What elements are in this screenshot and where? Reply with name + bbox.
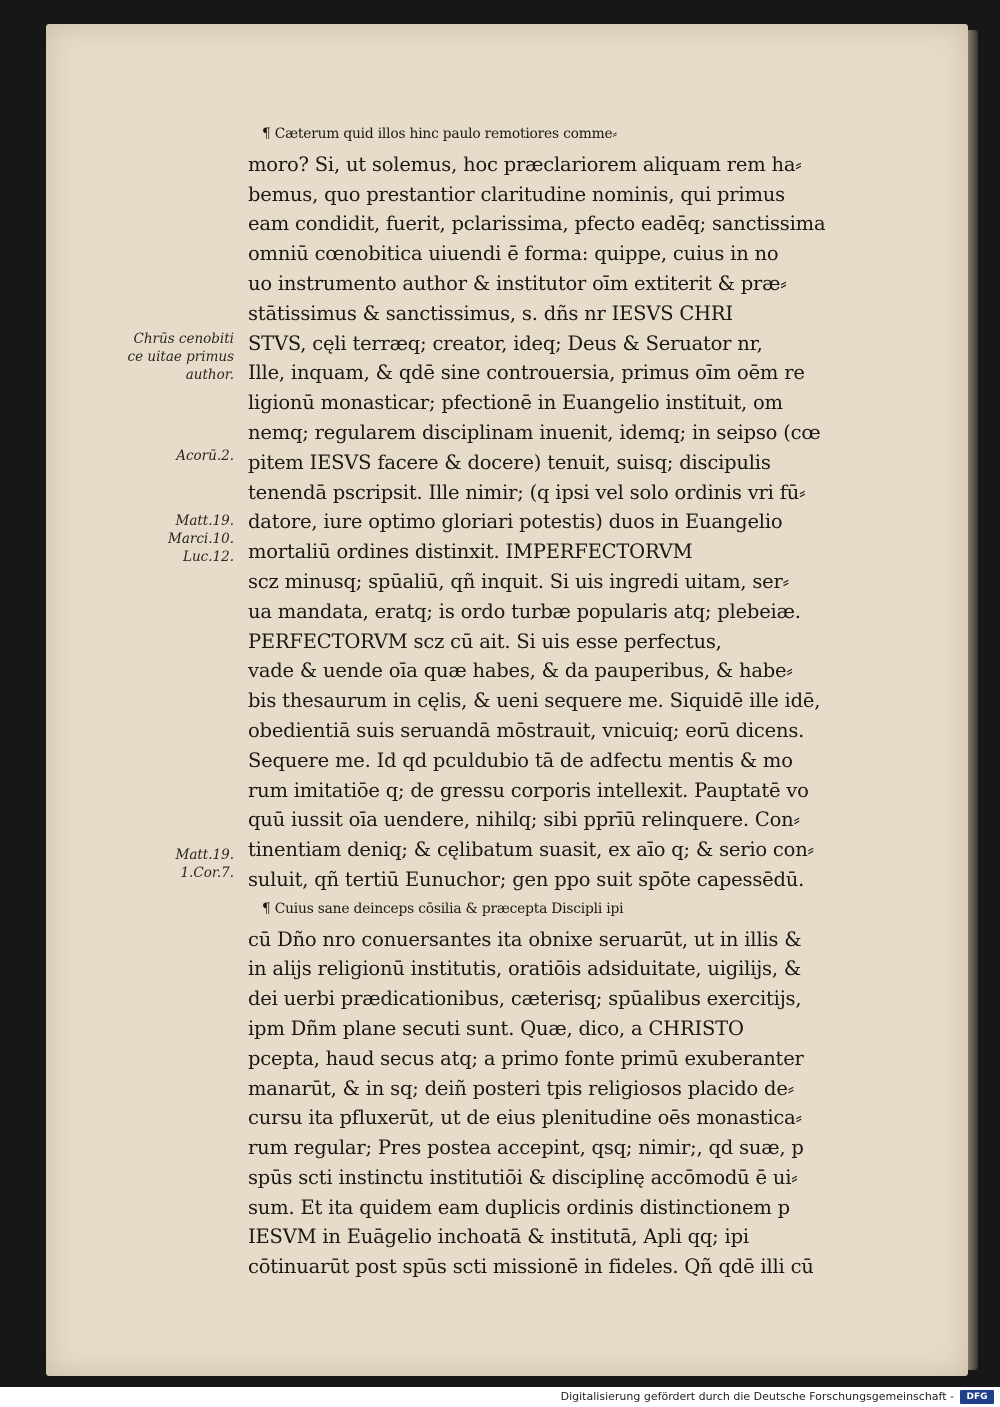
margin-note-christus xyxy=(128,330,234,384)
text-line: manarūt, & in sq; deiñ posteri tpis religiosos placido de⸗ xyxy=(248,1076,794,1100)
margin-note-line: Matt.19. xyxy=(175,847,234,863)
text-line: IESVM in Euāgelio inchoatā & institutā, Apli qq; ipi xyxy=(248,1225,749,1249)
main-text-block xyxy=(248,120,908,1282)
text-line: uo instrumento author & institutor oīm extiterit & præ⸗ xyxy=(248,271,787,295)
text-line: sum. Et ita quidem eam duplicis ordinis distinctionem p xyxy=(248,1195,790,1219)
text-line: moro? Si, ut solemus, hoc præclariorem aliquam rem ha⸗ xyxy=(248,152,802,176)
footer-bar xyxy=(0,1387,1000,1407)
margin-note-line: Chrūs cenobiti xyxy=(133,331,234,347)
text-line: STVS, cęli terræq; creator, ideq; Deus & Seruator nr, xyxy=(248,331,763,355)
margin-note-line: 1.Cor.7. xyxy=(180,865,234,881)
margin-note-actorum xyxy=(176,447,234,465)
text-line: tinentiam deniq; & cęlibatum suasit, ex aīo q; & serio con⸗ xyxy=(248,838,814,862)
text-line: ¶ Cuius sane deinceps cōsilia & præcepta Discipli ipi xyxy=(262,900,624,917)
text-line: spūs scti instinctu institutiōi & disciplinę accōmodū ē ui⸗ xyxy=(248,1165,798,1189)
margin-note-line: Matt.19. xyxy=(175,513,234,529)
footer-credit-text: Digitalisierung gefördert durch die Deutsche Forschungsgemeinschaft - xyxy=(560,1390,954,1403)
text-line: ligionū monasticar; pfectionē in Euangelio instituit, om xyxy=(248,391,783,415)
text-line: Sequere me. Id qd pculdubio tā de adfectu mentis & mo xyxy=(248,748,793,772)
text-line: rum imitatiōe q; de gressu corporis intellexit. Pauptatē vo xyxy=(248,778,809,802)
text-line: dei uerbi prædicationibus, cæterisq; spūalibus exercitijs, xyxy=(248,987,802,1011)
margin-note-line: Marci.10. xyxy=(168,531,234,547)
text-line: suluit, qñ tertiū Eunuchor; gen ppo suit spōte capessēdū. xyxy=(248,867,805,891)
text-line: nemq; regularem disciplinam inuenit, idemq; in seipso (cœ xyxy=(248,420,821,444)
text-line: cōtinuarūt post spūs scti missionē in fideles. Qñ qdē illi cū xyxy=(248,1255,814,1279)
text-line: stātissimus & sanctissimus, s. dñs nr IESVS CHRI xyxy=(248,301,733,325)
text-line: omniū cœnobitica uiuendi ē forma: quippe, cuius in no xyxy=(248,242,779,266)
text-line: PERFECTORVM scz cū ait. Si uis esse perfectus, xyxy=(248,629,722,653)
text-line: rum regular; Pres postea accepint, qsq; nimir;, qd suæ, p xyxy=(248,1136,804,1160)
margin-note-line: Luc.12. xyxy=(183,549,234,565)
text-line: eam condidit, fuerit, pclarissima, pfecto eadēq; sanctissima xyxy=(248,212,826,236)
text-line: in alijs religionū institutis, oratiōis adsiduitate, uigilijs, & xyxy=(248,957,802,981)
text-line: tenendā pscripsit. Ille nimir; (q ipsi vel solo ordinis vri fū⸗ xyxy=(248,480,806,504)
text-line: cū Dño nro conuersantes ita obnixe seruarūt, ut in illis & xyxy=(248,927,802,951)
margin-note-matt-cor xyxy=(176,846,234,882)
text-line: scz minusq; spūaliū, qñ inquit. Si uis ingredi uitam, ser⸗ xyxy=(248,569,789,593)
text-line: pcepta, haud secus atq; a primo fonte primū exuberanter xyxy=(248,1046,804,1070)
text-line: obedientiā suis seruandā mōstrauit, vnicuiq; eorū dicens. xyxy=(248,718,805,742)
margin-note-line: author. xyxy=(185,367,234,383)
text-line: cursu ita pfluxerūt, ut de eius plenitudine oēs monastica⸗ xyxy=(248,1106,802,1130)
text-line: ipm Dñm plane secuti sunt. Quæ, dico, a CHRISTO xyxy=(248,1016,744,1040)
margin-note-line: Acorū.2. xyxy=(176,448,234,464)
dfg-logo-icon: DFG xyxy=(960,1390,994,1404)
text-line: pitem IESVS facere & docere) tenuit, suisq; discipulis xyxy=(248,450,771,474)
margin-note-matt-marci-luc xyxy=(168,512,234,566)
text-line: bis thesaurum in cęlis, & ueni sequere me. Siquidē ille idē, xyxy=(248,689,821,713)
text-line: ua mandata, eratq; is ordo turbæ popularis atq; plebeiæ. xyxy=(248,599,801,623)
text-line: mortaliū ordines distinxit. IMPERFECTORVM xyxy=(248,540,693,564)
text-line: Ille, inquam, & qdē sine controuersia, primus oīm oēm re xyxy=(248,361,805,385)
margin-note-line: ce uitae primus xyxy=(127,349,234,365)
text-line: vade & uende oīa quæ habes, & da pauperibus, & habe⸗ xyxy=(248,659,793,683)
text-line: datore, iure optimo gloriari potestis) duos in Euangelio xyxy=(248,510,783,534)
text-line: bemus, quo prestantior claritudine nominis, qui primus xyxy=(248,182,785,206)
text-line: quū iussit oīa uendere, nihilq; sibi pprīū relinquere. Con⸗ xyxy=(248,808,800,832)
text-line: ¶ Cæterum quid illos hinc paulo remotiores comme⸗ xyxy=(262,126,617,142)
